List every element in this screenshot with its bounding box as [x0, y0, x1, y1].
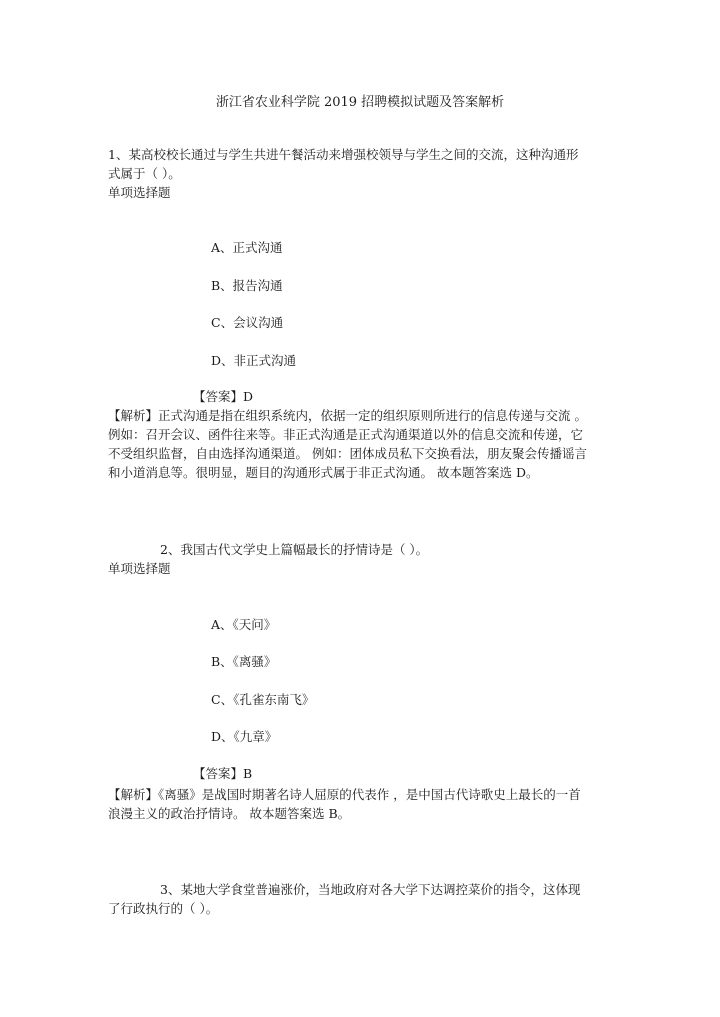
question-3-stem	[108, 880, 616, 918]
question-1-option-b: B、报告沟通	[211, 278, 283, 293]
question-1-type: 单项选择题	[108, 185, 171, 200]
question-1-analysis	[108, 406, 616, 482]
question-3-stem-line2: 了行政执行的（ ）。	[108, 901, 219, 916]
question-1-option-c: C、会议沟通	[211, 315, 284, 330]
question-2-option-d: D、《九章》	[211, 729, 278, 744]
question-2-answer: 【答案】B	[193, 766, 253, 781]
question-2-stem	[108, 540, 616, 578]
question-2-option-b: B、《离骚》	[211, 654, 277, 669]
question-2-analysis	[108, 785, 616, 823]
question-1-answer: 【答案】D	[193, 389, 254, 404]
question-3-stem-line1: 3、某地大学食堂普遍涨价，当地政府对各大学下达调控菜价的指令，这体现	[160, 882, 581, 897]
question-1-stem-line2: 式属于（ ）。	[108, 166, 181, 181]
question-1-option-a: A、正式沟通	[211, 240, 283, 255]
analysis-line: 【解析】《离骚》是战国时期著名诗人屈原的代表作 ，是中国古代诗歌史上最长的一首	[108, 787, 581, 802]
question-2-option-a: A、《天问》	[211, 617, 277, 632]
analysis-line: 【解析】正式沟通是指在组织系统内，依据一定的组织原则所进行的信息传递与交流 。	[108, 408, 587, 423]
question-2-option-c: C、《孔雀东南飞》	[211, 692, 315, 707]
question-1-stem	[108, 145, 616, 202]
question-1-option-d: D、非正式沟通	[211, 353, 297, 368]
analysis-line: 浪漫主义的政治抒情诗。 故本题答案选 B。	[108, 806, 351, 821]
analysis-line: 例如：召开会议、函件往来等。非正式沟通是正式沟通渠道以外的信息交流和传递，它	[108, 427, 584, 442]
analysis-line: 不受组织监督，自由选择沟通渠道。 例如：团体成员私下交换看法，朋友聚会传播谣言	[108, 446, 587, 461]
question-2-stem-line1: 2、我国古代文学史上篇幅最长的抒情诗是（ ）。	[160, 542, 429, 557]
analysis-line: 和小道消息等。很明显，题目的沟通形式属于非正式沟通。 故本题答案选 D。	[108, 465, 539, 480]
document-title: 浙江省农业科学院 2019 招聘模拟试题及答案解析	[215, 95, 505, 110]
question-2-type: 单项选择题	[108, 561, 171, 576]
question-1-stem-line1: 1、某高校校长通过与学生共进午餐活动来增强校领导与学生之间的交流，这种沟通形	[108, 147, 579, 162]
